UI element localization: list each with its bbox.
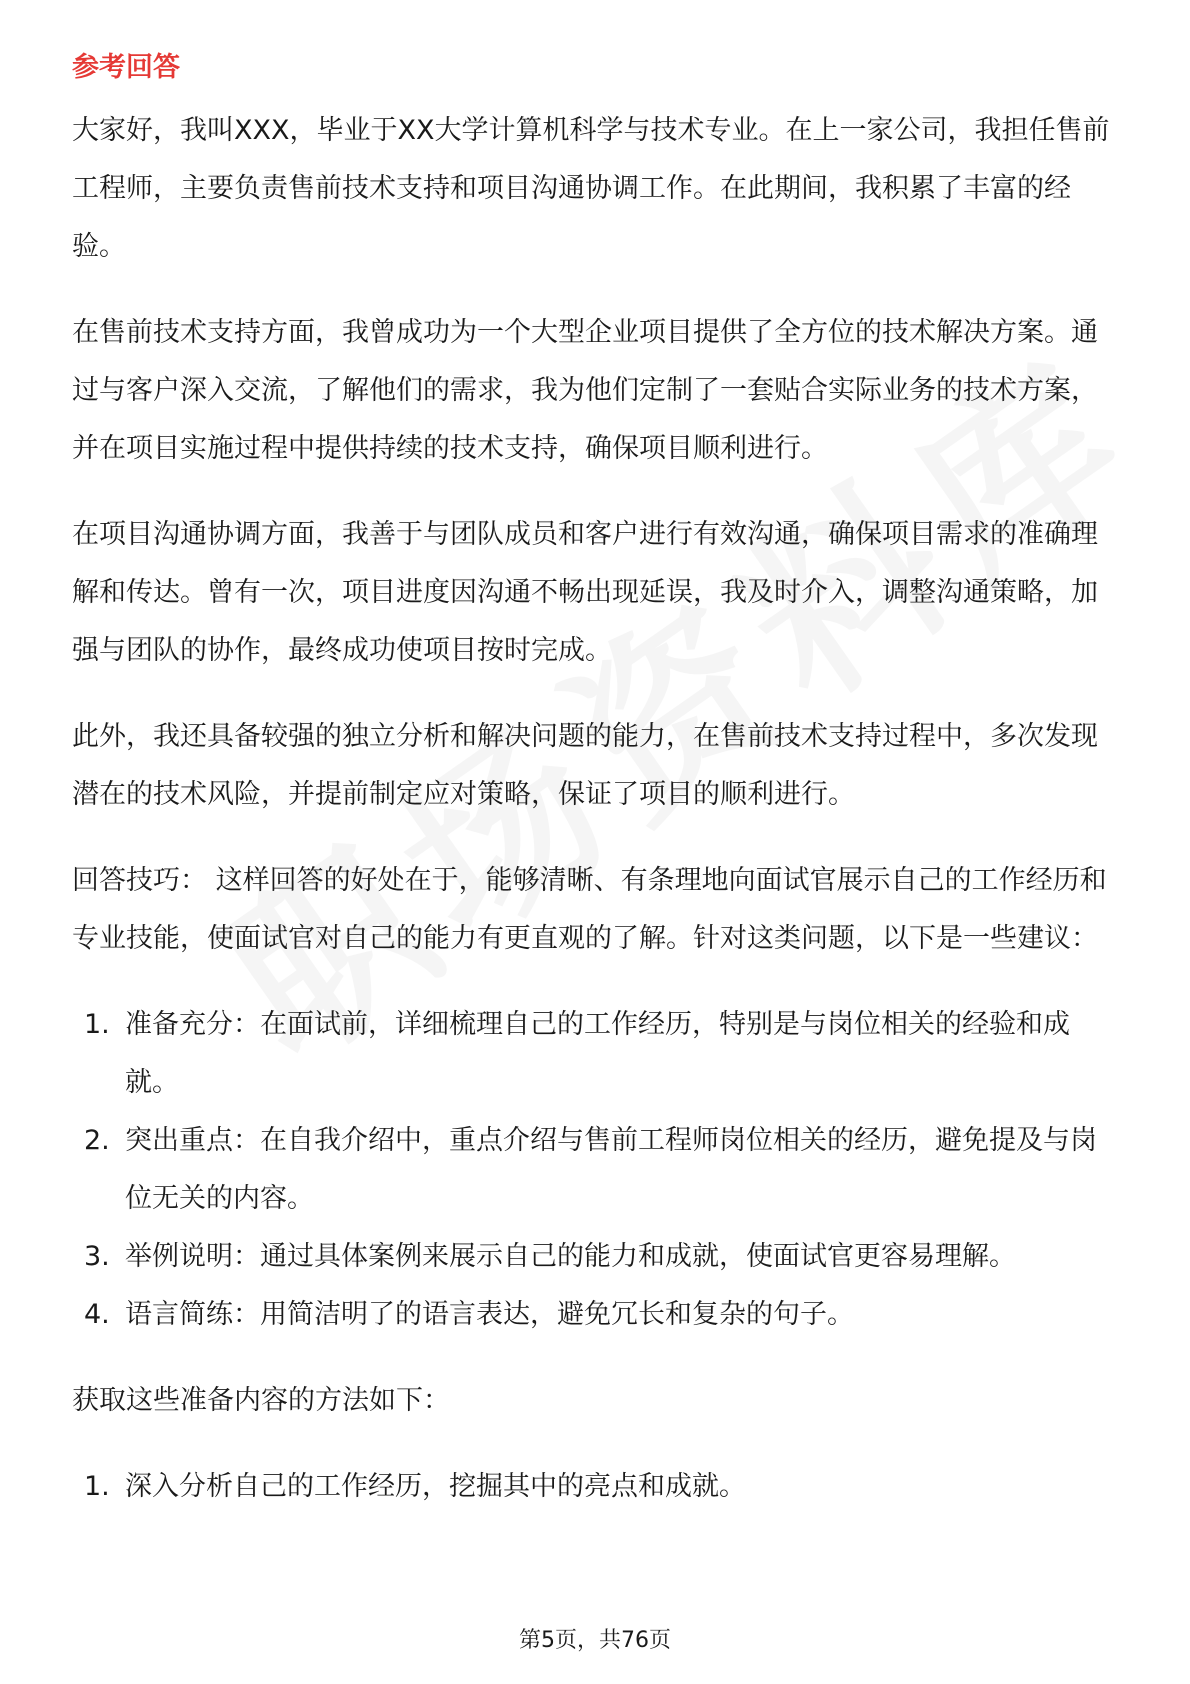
paragraph-answer-tips: 回答技巧： 这样回答的好处在于，能够清晰、有条理地向面试官展示自己的工作经历和专业技能，使面试官对自己的能力有更直观的了解。针对这类问题，以下是一些建议： — [72, 865, 1107, 954]
paragraph-intro: 大家好，我叫XXX，毕业于XX大学计算机科学与技术专业。在上一家公司，我担任售前工程师，主要负责售前技术支持和项目沟通协调工作。在此期间，我积累了丰富的经验。 — [72, 115, 1110, 262]
paragraph-methods-intro: 获取这些准备内容的方法如下： — [72, 1385, 450, 1416]
list-item — [72, 1286, 1122, 1344]
section-title: 参考回答 — [72, 52, 180, 83]
list-item-text: 准备充分：在面试前，详细梳理自己的工作经历，特别是与岗位相关的经验和成就。 — [125, 1009, 1070, 1098]
list-item-number: 3. — [84, 1241, 110, 1272]
page-number-footer: 第5页，共76页 — [519, 1628, 671, 1653]
list-item-text: 突出重点：在自我介绍中，重点介绍与售前工程师岗位相关的经历，避免提及与岗位无关的内容。 — [125, 1125, 1097, 1214]
methods-list — [72, 1458, 1122, 1516]
list-item-number: 4. — [84, 1299, 110, 1330]
list-item-text: 举例说明：通过具体案例来展示自己的能力和成就，使面试官更容易理解。 — [125, 1241, 1016, 1272]
list-item — [72, 1112, 1122, 1228]
list-item-text: 语言简练：用简洁明了的语言表达，避免冗长和复杂的句子。 — [125, 1299, 854, 1330]
paragraph-communication: 在项目沟通协调方面，我善于与团队成员和客户进行有效沟通，确保项目需求的准确理解和传达。曾有一次，项目进度因沟通不畅出现延误，我及时介入，调整沟通策略，加强与团队的协作，最终成功使项目按时完成。 — [72, 519, 1098, 666]
list-item — [72, 1458, 1122, 1516]
paragraph-presales-support: 在售前技术支持方面，我曾成功为一个大型企业项目提供了全方位的技术解决方案。通过与客户深入交流，了解他们的需求，我为他们定制了一套贴合实际业务的技术方案，并在项目实施过程中提供持续的技术支持，确保项目顺利进行。 — [72, 317, 1098, 464]
list-item-number: 1. — [84, 1009, 110, 1040]
list-item-text: 深入分析自己的工作经历，挖掘其中的亮点和成就。 — [125, 1471, 746, 1502]
list-item-number: 1. — [84, 1471, 110, 1502]
list-item-number: 2. — [84, 1125, 110, 1156]
paragraph-problem-solving: 此外，我还具备较强的独立分析和解决问题的能力，在售前技术支持过程中，多次发现潜在的技术风险，并提前制定应对策略，保证了项目的顺利进行。 — [72, 721, 1098, 810]
list-item — [72, 996, 1122, 1112]
tips-list — [72, 996, 1122, 1344]
list-item — [72, 1228, 1122, 1286]
page-content — [72, 48, 1122, 1544]
